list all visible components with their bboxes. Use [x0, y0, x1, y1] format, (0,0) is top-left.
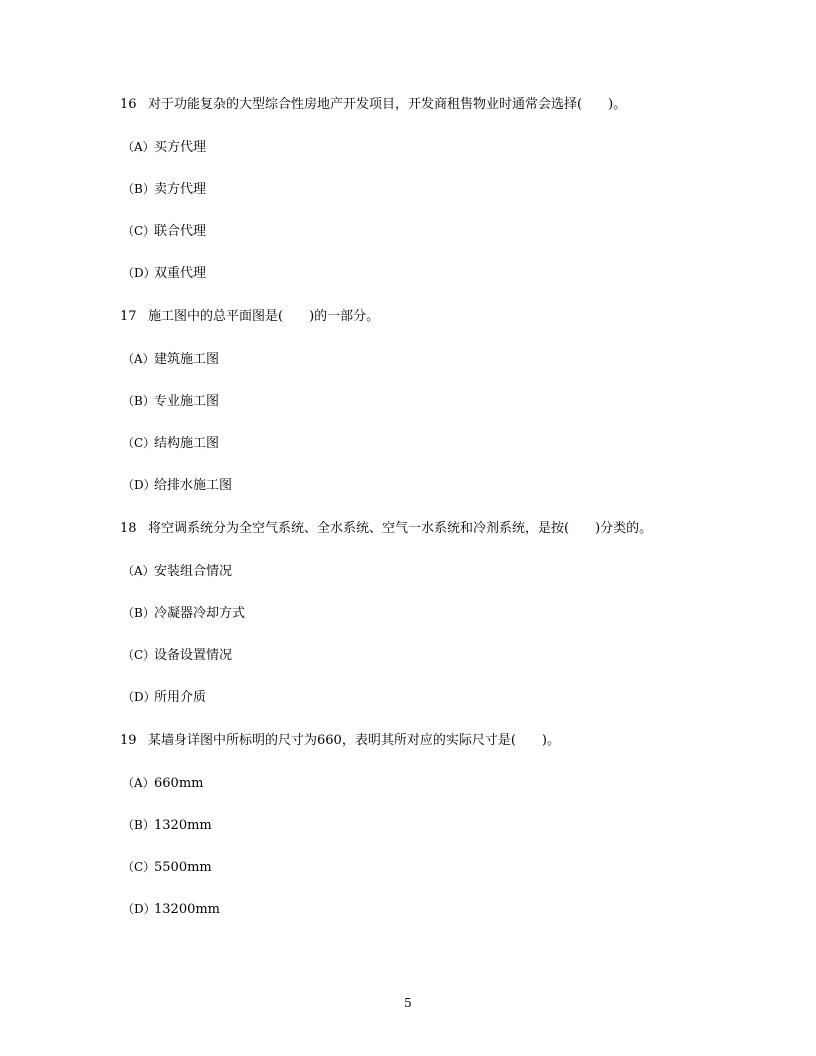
option-text: 结构施工图 — [154, 436, 220, 451]
question-18-option-c — [122, 647, 232, 664]
question-17 — [120, 309, 379, 325]
option-label: （A） — [122, 776, 155, 790]
option-text: 卖方代理 — [154, 182, 207, 197]
option-text: 1320mm — [154, 818, 212, 833]
question-text: 对于功能复杂的大型综合性房地产开发项目，开发商租售物业时通常会选择( )。 — [148, 97, 627, 112]
option-text: 买方代理 — [154, 140, 207, 155]
question-17-option-c — [122, 435, 219, 452]
question-18-option-a — [122, 563, 232, 580]
option-text: 13200mm — [154, 902, 221, 917]
question-19-option-b — [122, 817, 212, 834]
option-text: 联合代理 — [154, 224, 207, 239]
option-label: （A） — [122, 140, 155, 154]
option-label: （A） — [122, 564, 155, 578]
question-text: 将空调系统分为全空气系统、全水系统、空气一水系统和冷剂系统，是按( )分类的。 — [148, 521, 653, 536]
option-text: 双重代理 — [154, 266, 207, 281]
question-17-option-a — [122, 351, 219, 368]
option-label: （C） — [122, 224, 156, 238]
option-label: （B） — [122, 394, 155, 408]
question-19-option-d — [122, 901, 220, 918]
option-text: 给排水施工图 — [154, 478, 233, 493]
option-label: （B） — [122, 606, 155, 620]
option-label: （A） — [122, 352, 155, 366]
question-18-option-b — [122, 605, 245, 622]
option-text: 5500mm — [154, 860, 212, 875]
question-text: 某墙身详图中所标明的尺寸为660，表明其所对应的实际尺寸是( )。 — [148, 733, 560, 748]
option-text: 冷凝器冷却方式 — [154, 606, 246, 621]
option-text: 专业施工图 — [154, 394, 220, 409]
option-text: 建筑施工图 — [154, 352, 220, 367]
question-16-option-c — [122, 223, 206, 240]
question-17-option-d — [122, 477, 232, 494]
option-label: （B） — [122, 818, 155, 832]
question-19 — [120, 733, 560, 749]
option-text: 所用介质 — [154, 690, 207, 705]
question-number: 19 — [120, 733, 137, 748]
option-label: （D） — [122, 902, 156, 916]
question-19-option-a — [122, 775, 203, 792]
question-number: 17 — [120, 309, 137, 324]
option-text: 660mm — [154, 776, 204, 791]
question-17-option-b — [122, 393, 219, 410]
option-label: （B） — [122, 182, 155, 196]
question-16-option-b — [122, 181, 206, 198]
question-16-option-d — [122, 265, 206, 282]
option-label: （C） — [122, 860, 156, 874]
option-label: （D） — [122, 690, 156, 704]
option-label: （D） — [122, 478, 156, 492]
option-label: （C） — [122, 648, 156, 662]
option-text: 安装组合情况 — [154, 564, 233, 579]
question-18-option-d — [122, 689, 206, 706]
option-label: （C） — [122, 436, 156, 450]
question-16 — [120, 97, 626, 113]
question-19-option-c — [122, 859, 212, 876]
question-18 — [120, 521, 652, 537]
option-text: 设备设置情况 — [154, 648, 233, 663]
question-16-option-a — [122, 139, 206, 156]
option-label: （D） — [122, 266, 156, 280]
question-number: 18 — [120, 521, 137, 536]
question-text: 施工图中的总平面图是( )的一部分。 — [148, 309, 380, 324]
question-number: 16 — [120, 97, 137, 112]
page-number: 5 — [404, 996, 412, 1010]
